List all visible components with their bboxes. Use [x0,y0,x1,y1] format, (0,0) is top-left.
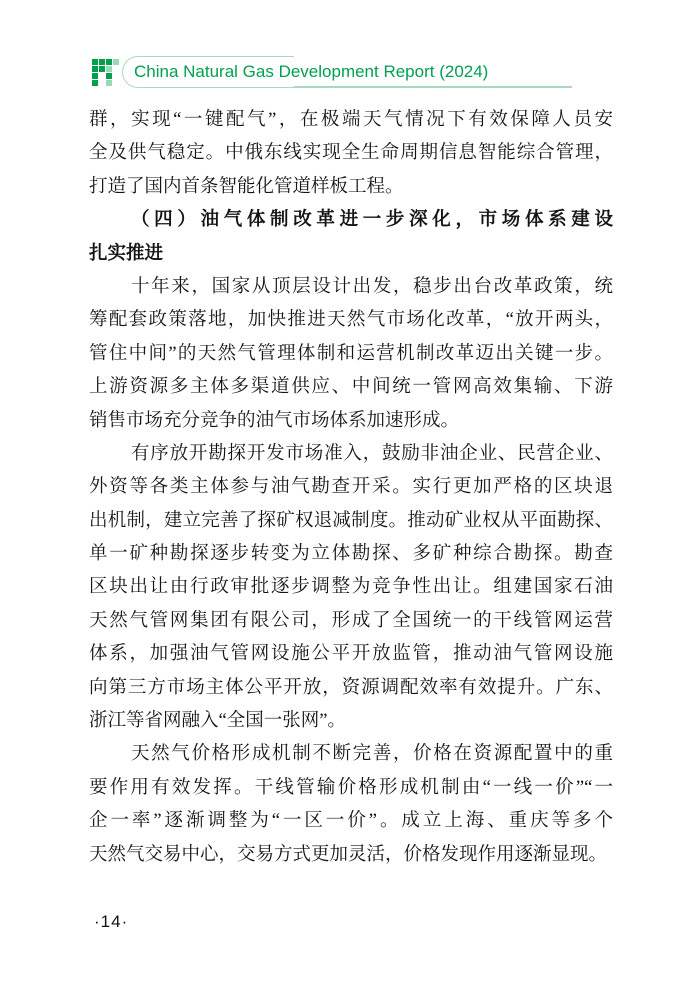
logo-pixel [113,66,119,72]
logo-pixel [106,66,112,72]
logo-pixel [113,59,119,65]
text-line: 出机制，建立完善了探矿权退减制度。推动矿业权从平面勘探、 [89,510,613,531]
logo-pixel [92,73,98,79]
logo-pixel [99,80,105,86]
logo-pixel [113,73,119,79]
text-line: 单一矿种勘探逐步转变为立体勘探、多矿种综合勘探。勘查 [89,544,613,565]
logo-pixel [92,59,98,65]
text-line: 企一率”逐渐调整为“一区一价”。成立上海、重庆等多个 [89,811,613,832]
text-line: 天然气价格形成机制不断完善，价格在资源配置中的重 [131,744,613,765]
text-line: 群，实现“一键配气”，在极端天气情况下有效保障人员安 [89,110,613,130]
text-line: 销售市场充分竞争的油气市场体系加速形成。 [89,410,460,431]
section-heading [89,204,613,271]
text-line: 区块出让由行政审批逐步调整为竞争性出让。组建国家石油 [89,577,613,598]
text-line: 浙江等省网融入“全国一张网”。 [89,711,346,732]
text-line: 向第三方市场主体公平开放，资源调配效率有效提升。广东、 [89,677,613,698]
logo-pixel [99,73,105,79]
text-line: （四）油气体制改革进一步深化，市场体系建设 [131,210,613,231]
text-line: 上游资源多主体多渠道供应、中间统一管网高效集输、下游 [89,377,613,398]
text-line: 打造了国内首条智能化管道样板工程。 [89,176,404,197]
text-line: 要作用有效发挥。干线管输价格形成机制由“一线一价”“一 [89,777,613,798]
logo-pixel [106,80,112,86]
text-line: 管住中间”的天然气管理体制和运营机制改革迈出关键一步。 [89,343,613,364]
paragraph [89,738,613,872]
text-line: 天然气交易中心，交易方式更加灵活，价格发现作用逐渐显现。 [89,844,608,865]
logo-pixel [99,66,105,72]
report-logo-icon [92,59,119,86]
paragraph [89,271,613,438]
logo-pixel [92,66,98,72]
paragraph [89,438,613,739]
report-title: China Natural Gas Development Report (2024) [134,62,489,81]
logo-pixel [106,59,112,65]
text-line: 十年来，国家从顶层设计出发，稳步出台改革政策，统 [131,276,613,297]
page-number: ·14· [94,912,129,931]
paragraph [89,104,613,204]
document-body [89,104,613,872]
logo-pixel [113,80,119,86]
text-line: 外资等各类主体参与油气勘查开采。实行更加严格的区块退 [89,477,613,498]
logo-pixel [99,59,105,65]
text-line: 体系，加强油气管网设施公平开放监管，推动油气管网设施 [89,644,613,665]
text-line: 全及供气稳定。中俄东线实现全生命周期信息智能综合管理， [89,143,613,164]
text-line: 筹配套政策落地，加快推进天然气市场化改革，“放开两头， [89,310,613,331]
logo-pixel [106,73,112,79]
logo-pixel [92,80,98,86]
header-rule-line [294,86,572,88]
text-line: 有序放开勘探开发市场准入，鼓励非油企业、民营企业、 [131,443,613,464]
text-line: 扎实推进 [89,243,164,264]
text-line: 天然气管网集团有限公司，形成了全国统一的干线管网运营 [89,610,613,631]
